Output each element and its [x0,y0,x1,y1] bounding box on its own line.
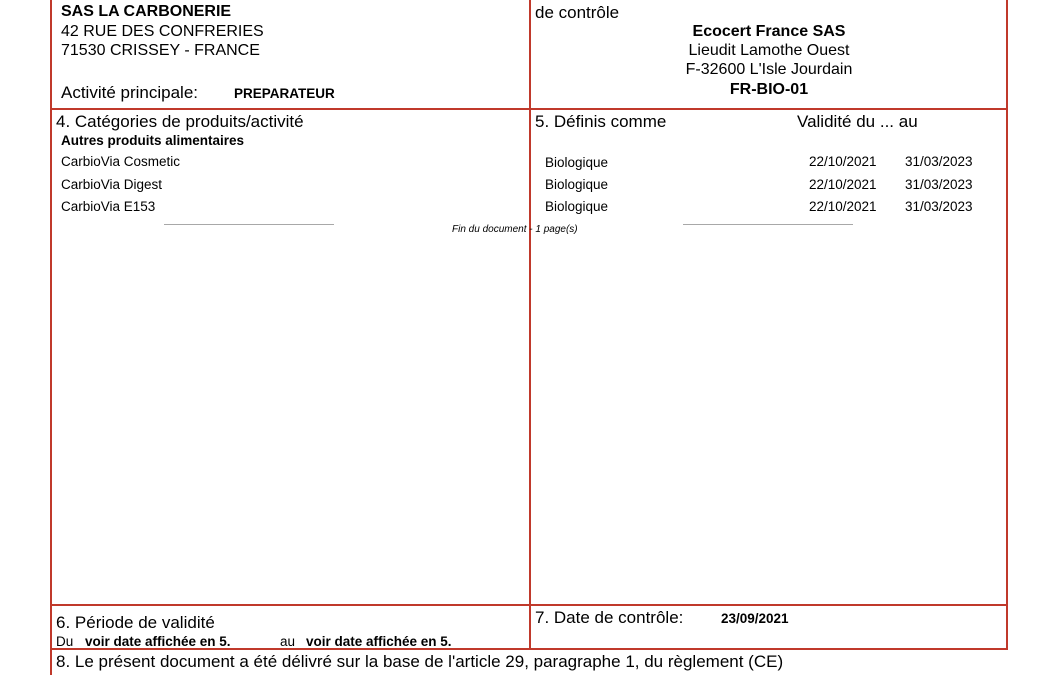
operator-name: SAS LA CARBONERIE [61,3,232,20]
control-body-heading: de contrôle [535,3,620,22]
section5-title: 5. Définis comme [535,112,667,131]
row-date-to: 31/03/2023 [905,154,973,169]
validity-du-label: Du [56,634,74,649]
end-separator-right [683,224,853,225]
control-body-code: FR-BIO-01 [729,81,809,98]
product-item: CarbioVia Cosmetic [61,154,181,169]
frame-divider-2 [50,604,1008,606]
section4-subtitle: Autres produits alimentaires [61,133,245,148]
frame-right-border [1006,0,1008,650]
row-status: Biologique [545,155,609,170]
section4-title: 4. Catégories de produits/activité [56,112,304,131]
section8-text: 8. Le présent document a été délivré sur la base de l'article 29, paragraphe 1, du règlement (CE) [56,652,784,671]
end-of-document-note: Fin du document - 1 page(s) [452,224,578,235]
validity-au-value: voir date affichée en 5. [306,634,452,649]
end-separator-left [164,224,334,225]
control-body-address-line2: F-32600 L'Isle Jourdain [685,61,853,78]
product-item: CarbioVia E153 [61,199,156,214]
validity-du-value: voir date affichée en 5. [85,634,231,649]
activity-label: Activité principale: [61,83,199,102]
validity-au-label: au [280,634,296,649]
frame-divider-1 [50,108,1008,110]
activity-value: PREPARATEUR [234,86,335,101]
operator-address-line2: 71530 CRISSEY - FRANCE [61,42,260,59]
frame-center-divider [529,0,531,650]
control-date: 23/09/2021 [721,611,789,626]
row-status: Biologique [545,199,609,214]
row-date-from: 22/10/2021 [809,199,877,214]
control-body-address-line1: Lieudit Lamothe Ouest [688,42,850,59]
control-body-name: Ecocert France SAS [692,23,846,40]
row-date-to: 31/03/2023 [905,177,973,192]
operator-address-line1: 42 RUE DES CONFRERIES [61,23,264,40]
row-date-from: 22/10/2021 [809,154,877,169]
validity-header: Validité du ... au [797,112,918,131]
row-status: Biologique [545,177,609,192]
section6-title: 6. Période de validité [56,613,215,632]
row-date-to: 31/03/2023 [905,199,973,214]
row-date-from: 22/10/2021 [809,177,877,192]
product-item: CarbioVia Digest [61,177,163,192]
section7-title: 7. Date de contrôle: [535,608,684,627]
frame-left-border [50,0,52,675]
